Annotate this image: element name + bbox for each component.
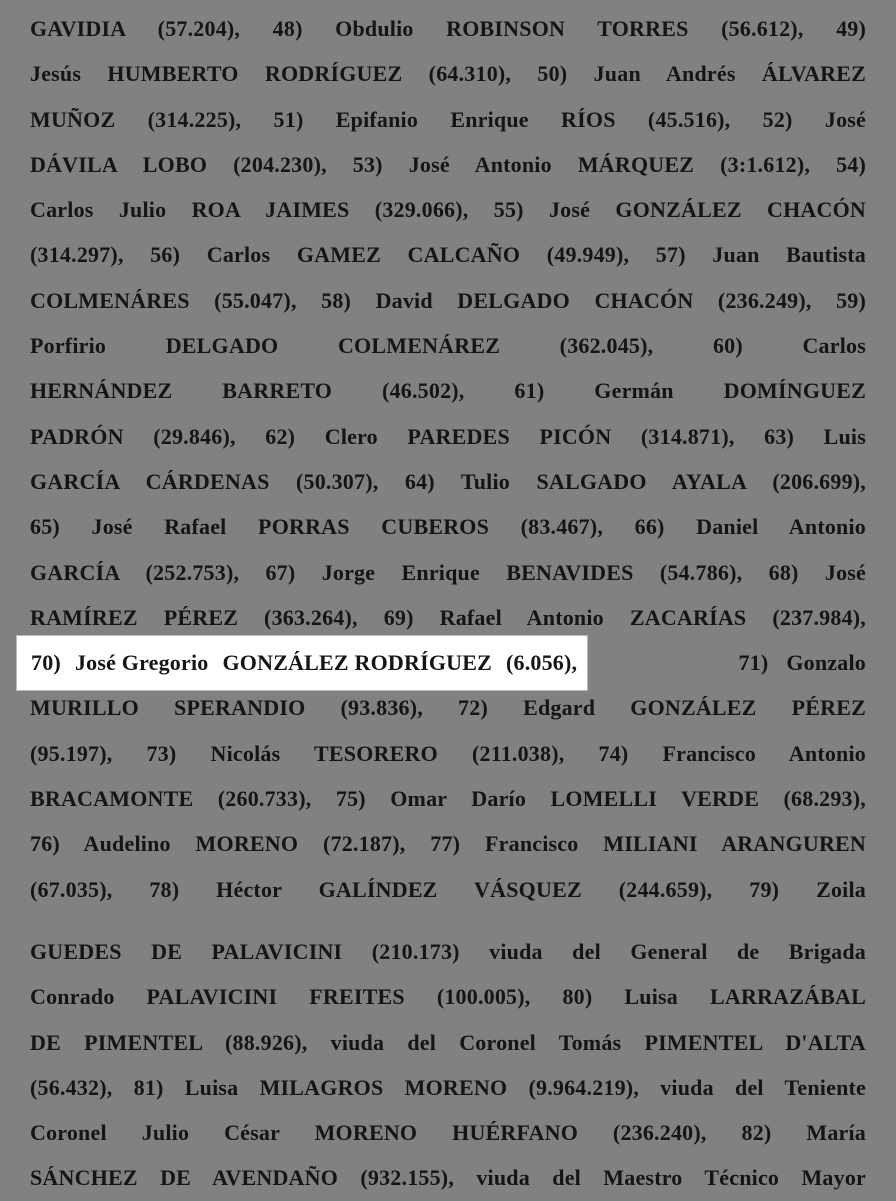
- text-line: BRACAMONTE (260.733), 75) Omar Darío LOMELLI VERDE (68.293),: [30, 786, 866, 812]
- text-line: PADRÓN (29.846), 62) Clero PAREDES PICÓN (314.871), 63) Luis: [30, 423, 866, 449]
- text-line: GAVIDIA (57.204), 48) Obdulio ROBINSON TORRES (56.612), 49): [30, 16, 866, 41]
- text-line: RAMÍREZ PÉREZ (363.264), 69) Rafael Antonio ZACARÍAS (237.984),: [30, 604, 866, 630]
- highlighted-line: [30, 640, 866, 685]
- text-line: HERNÁNDEZ BARRETO (46.502), 61) Germán DOMÍNGUEZ: [30, 378, 866, 404]
- given-name: José Gregorio: [74, 649, 209, 675]
- text-line: 65) José Rafael PORRAS CUBEROS (83.467), 66) Daniel Antonio: [30, 514, 866, 540]
- text-line: SÁNCHEZ DE AVENDAÑO (932.155), viuda del Maestro Técnico Mayor: [30, 1165, 866, 1191]
- amount: (6.056),: [505, 649, 578, 675]
- text-line: MURILLO SPERANDIO (93.836), 72) Edgard GONZÁLEZ PÉREZ: [30, 695, 866, 721]
- document-page: [30, 6, 866, 1201]
- given-name: Gonzalo: [786, 650, 866, 676]
- highlight-box: [16, 635, 588, 691]
- line-remainder: [738, 640, 866, 685]
- text-line: DÁVILA LOBO (204.230), 53) José Antonio MÁRQUEZ (3:1.612), 54): [30, 151, 866, 177]
- entry-number: 71): [738, 650, 769, 676]
- text-line: Conrado PALAVICINI FREITES (100.005), 80) Luisa LARRAZÁBAL: [30, 984, 866, 1010]
- text-line: Jesús HUMBERTO RODRÍGUEZ (64.310), 50) Juan Andrés ÁLVAREZ: [30, 61, 866, 87]
- text-line: Coronel Julio César MORENO HUÉRFANO (236.240), 82) María: [30, 1120, 866, 1146]
- text-line: GUEDES DE PALAVICINI (210.173) viuda del General de Brigada: [30, 938, 866, 964]
- surname: GONZÁLEZ RODRÍGUEZ: [222, 649, 492, 675]
- text-line: GARCÍA (252.753), 67) Jorge Enrique BENAVIDES (54.786), 68) José: [30, 559, 866, 585]
- text-line: MUÑOZ (314.225), 51) Epifanio Enrique RÍOS (45.516), 52) José: [30, 106, 866, 132]
- text-line: Carlos Julio ROA JAIMES (329.066), 55) José GONZÁLEZ CHACÓN: [30, 197, 866, 223]
- text-line: DE PIMENTEL (88.926), viuda del Coronel Tomás PIMENTEL D'ALTA: [30, 1029, 866, 1055]
- text-line: COLMENÁRES (55.047), 58) David DELGADO CHACÓN (236.249), 59): [30, 287, 866, 313]
- text-line: (95.197), 73) Nicolás TESORERO (211.038), 74) Francisco Antonio: [30, 740, 866, 766]
- text-line: 76) Audelino MORENO (72.187), 77) Francisco MILIANI ARANGUREN: [30, 831, 866, 857]
- text-line: (314.297), 56) Carlos GAMEZ CALCAÑO (49.949), 57) Juan Bautista: [30, 242, 866, 268]
- text-line: (67.035), 78) Héctor GALÍNDEZ VÁSQUEZ (244.659), 79) Zoila: [30, 876, 866, 902]
- text-line: Porfirio DELGADO COLMENÁREZ (362.045), 60) Carlos: [30, 333, 866, 359]
- text-line: (56.432), 81) Luisa MILAGROS MORENO (9.964.219), viuda del Teniente: [30, 1074, 866, 1100]
- entry-number: 70): [31, 649, 61, 675]
- text-line: GARCÍA CÁRDENAS (50.307), 64) Tulio SALGADO AYALA (206.699),: [30, 468, 866, 494]
